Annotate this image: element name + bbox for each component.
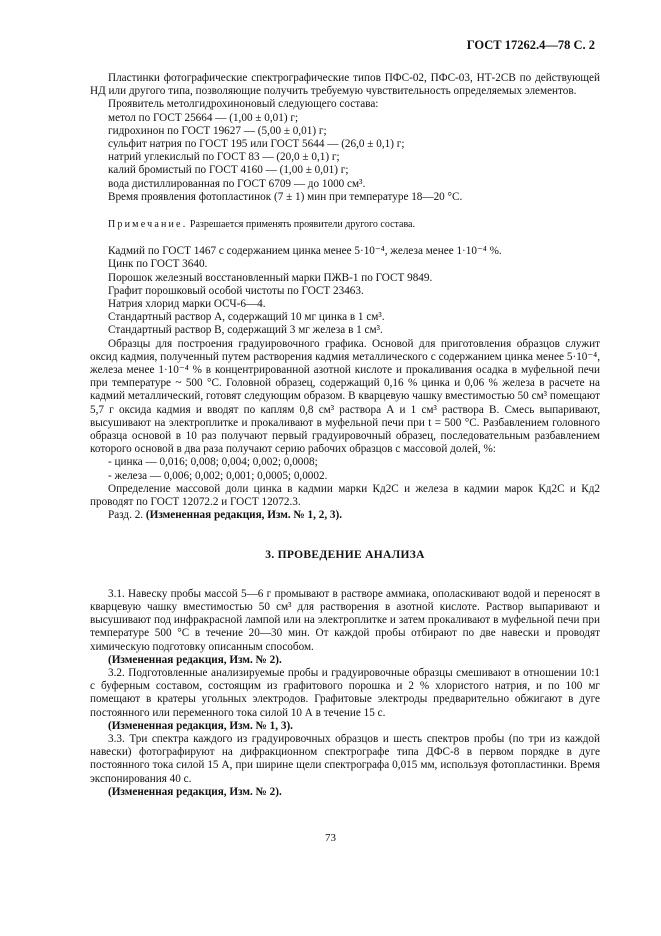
section-title: 3. ПРОВЕДЕНИЕ АНАЛИЗА <box>265 548 425 561</box>
material-item: Кадмий по ГОСТ 1467 с содержанием цинка менее 5·10⁻⁴, железа менее 1·10⁻⁴ %. <box>108 245 502 258</box>
develop-time: Время проявления фотопластинок (7 ± 1) мин при температуре 18—20 °С. <box>108 190 463 203</box>
material-item: Стандартный раствор А, содержащий 10 мг цинка в 1 см³. <box>108 311 385 324</box>
samples-paragraph: Образцы для построения градуировочного графика. Основой для приготовления образцов служит оксид кадмия, полученный путем растворения кадмия металлического с содержанием цинка менее 5·10⁻⁴, железа менее 1·10⁻⁴ % в концентрированной азотной кислоте и прокаливания осадка в муфельной печи при температуре ~ 500 °С. Головной образец, содержащий 0,16 % цинка и 0,06 % железа в расчете на кадмий металлический, готовят следующим образом. В кварцевую чашку вместимостью 50 см³ помещают 5,7 г оксида кадмия и вводят по каплям 0,8 см³ раствора А и 1 см³ раствора В. Смесь выпаривают, высушивают на электроплитке и прокаливают в муфельной печи при t = 500 °С. Разбавлением головного образца основой в 10 раз получают первый градуировочный образец, последовательным разбавлением которого основой в два раза получают серию рабочих образцов с массовой долей, %: <box>90 337 600 456</box>
reagent-item: сульфит натрия по ГОСТ 195 или ГОСТ 5644 — (26,0 ± 0,1) г; <box>108 138 405 151</box>
material-item: Графит порошковый особой чистоты по ГОСТ 23463. <box>108 284 364 297</box>
revision-note: (Измененная редакция, Изм. № 1, 2, 3). <box>145 509 343 522</box>
reagent-item: калий бромистый по ГОСТ 4160 — (1,00 ± 0,01) г; <box>108 164 349 177</box>
clause-3-2: 3.2. Подготовленные анализируемые пробы и градуировочные образцы смешивают в отношении 10:1 с буферным составом, состоящим из графитового порошка и 2 % хлористого натрия, и по 100 мг помещают в кратеры угольных электродов. Графитовые электроды предварительно обжигают в дуге постоянного или переменного тока силой 10 А в течение 15 с. <box>90 666 600 719</box>
iron-values: - железа — 0,006; 0,002; 0,001; 0,0005; 0,0002. <box>108 469 328 482</box>
section-revision <box>90 509 600 522</box>
reagent-item: вода дистиллированная по ГОСТ 6709 — до 1000 см³. <box>108 177 366 190</box>
reagent-item: метол по ГОСТ 25664 — (1,00 ± 0,01) г; <box>108 111 299 124</box>
section-ref: Разд. 2. <box>108 509 144 522</box>
page-header: ГОСТ 17262.4—78 С. 2 <box>466 38 595 52</box>
note-label: Примечание. <box>108 219 188 231</box>
note-text: Разрешается применять проявители другого состава. <box>189 219 415 231</box>
plates-paragraph: Пластинки фотографические спектрографические типов ПФС-02, ПФС-03, НТ-2СВ по действующей НД или другого типа, позволяющие получить требуемую чувствительность определяемых элементов. <box>90 72 600 98</box>
determination-paragraph: Определение массовой доли цинка в кадмии марки Кд2С и железа в кадмии марок Кд2С и Кд2 проводят по ГОСТ 12072.2 и ГОСТ 12072.3. <box>90 482 600 509</box>
clause-3-1: 3.1. Навеску пробы массой 5—6 г промывают в растворе аммиака, ополаскивают водой и переносят в кварцевую чашку вместимостью 50 см³ для растворения в азотной кислоте. Раствор выпаривают и высушивают под инфракрасной лампой или на электроплитке и затем прокаливают в муфельной печи при температуре 500 °С в течение 20—30 мин. От каждой пробы отбирают по две навески и проводят химическую подготовку описанным способом. <box>90 587 600 653</box>
developer-intro: Проявитель метолгидрохиноновый следующего состава: <box>108 98 379 111</box>
revision-note: (Измененная редакция, Изм. № 2). <box>108 653 282 666</box>
reagent-item: гидрохинон по ГОСТ 19627 — (5,00 ± 0,01) г; <box>108 124 327 137</box>
reagent-list <box>90 112 600 191</box>
material-item: Стандартный раствор В, содержащий 3 мг железа в 1 см³. <box>108 324 383 337</box>
page-body <box>90 72 600 799</box>
clause-3-3: 3.3. Три спектра каждого из градуировочных образцов и шесть спектров пробы (по три из каждой навески) фотографируют на дифракционном спектрографе типа ДФС-8 в первом порядке в дуге постоянного тока силой 15 А, при ширине щели спектрографа 0,015 мм, используя фотопластинки. Время экспонирования 40 с. <box>90 732 600 785</box>
revision-note: (Измененная редакция, Изм. № 2). <box>108 785 282 798</box>
material-item: Порошок железный восстановленный марки ПЖВ-1 по ГОСТ 9849. <box>108 271 433 284</box>
reagent-item: натрий углекислый по ГОСТ 83 — (20,0 ± 0,1) г; <box>108 151 340 164</box>
material-item: Натрия хлорид марки ОСЧ-6—4. <box>108 298 266 311</box>
page-number: 73 <box>325 832 336 844</box>
zinc-values: - цинка — 0,016; 0,008; 0,004; 0,002; 0,0008; <box>108 456 318 469</box>
revision-note: (Измененная редакция, Изм. № 1, 3). <box>108 719 293 732</box>
materials-list <box>90 245 600 337</box>
material-item: Цинк по ГОСТ 3640. <box>108 258 208 271</box>
note <box>90 218 600 231</box>
